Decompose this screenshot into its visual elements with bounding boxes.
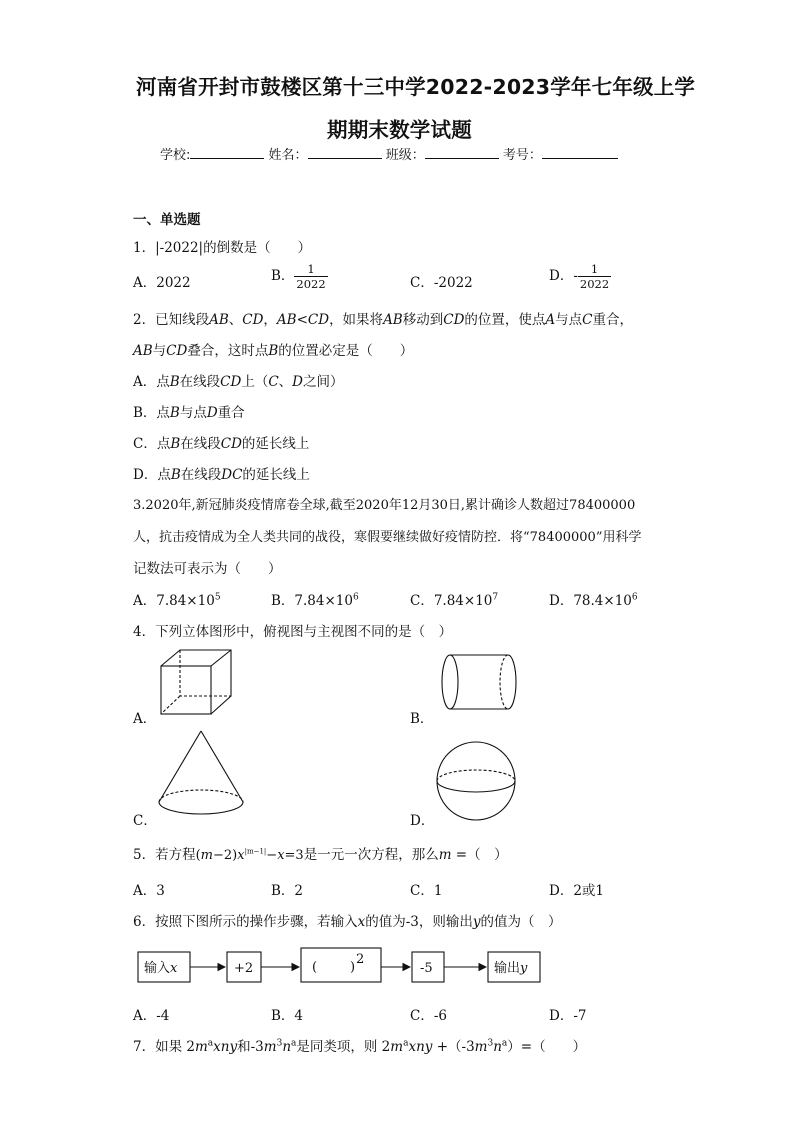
class-label: 班级： [385, 148, 425, 163]
flow-square-exponent: 2 [356, 952, 365, 967]
text: =3 [284, 848, 304, 863]
q3-option-d[interactable] [549, 589, 638, 609]
student-info-fields [160, 144, 618, 163]
var-x: x [277, 848, 285, 863]
text: 在线段 [180, 436, 221, 452]
q4-option-b[interactable]: B． [410, 711, 434, 727]
q6-option-b[interactable]: B．4 [271, 1008, 304, 1024]
q3-stem-line-1: 3.2020年,新冠肺炎疫情席卷全球,截至2020年12月30日,累计确诊人数超过78400000 [133, 498, 636, 513]
q1-option-b-prefix: B． [271, 268, 295, 284]
var-n: n [493, 1039, 502, 1055]
exponent: a [207, 1038, 214, 1049]
var-cd: CD [242, 312, 264, 328]
q3-stem-line-2: 人，抗击疫情成为全人类共同的战役，寒假要继续做好疫情防控．将“78400000”用科学 [133, 530, 642, 545]
var-ab: AB [276, 312, 297, 328]
cylinder-right-end-hidden [500, 655, 508, 709]
text: 上（ [241, 374, 269, 390]
cube-figure [158, 648, 248, 718]
var-n: n [282, 1039, 292, 1055]
var-cd: CD [220, 374, 242, 390]
q5-option-d[interactable]: D．2或1 [549, 883, 605, 899]
school-blank[interactable] [190, 146, 264, 159]
text: 的值为-3，则输出 [365, 914, 473, 930]
text: D．点 [133, 467, 171, 483]
flow-square-open: ( [312, 960, 318, 975]
text: 重合 [217, 405, 245, 421]
flow-add-label: +2 [234, 961, 254, 976]
q2-option-d[interactable] [133, 463, 310, 483]
cube-hidden-edges [180, 650, 231, 696]
fraction-denominator: 2022 [296, 277, 326, 291]
var-m: m [194, 1039, 208, 1055]
cone-left-side [159, 731, 201, 802]
var-b: B [169, 374, 180, 390]
q2-stem-line-2 [133, 339, 413, 359]
q5-option-c[interactable]: C．1 [410, 883, 443, 899]
q3-option-b[interactable] [271, 589, 359, 609]
text: 在线段 [180, 467, 222, 483]
q6-stem [133, 910, 562, 930]
text: 重合， [592, 312, 633, 328]
var-c: C [268, 374, 279, 390]
q4-stem: 4．下列立体图形中，俯视图与主视图不同的是（ ） [133, 624, 453, 640]
var-d: D [292, 374, 303, 390]
q1-option-d-fraction [578, 262, 611, 291]
fraction-numerator: 1 [307, 262, 315, 276]
text: ）=（ ） [507, 1039, 587, 1055]
text: D．78.4×10 [549, 593, 632, 609]
title-line-1: 河南省开封市鼓楼区第十三中学2022-2023学年七年级上学 [136, 75, 696, 99]
q1-option-b[interactable] [271, 262, 328, 291]
exponent: a [501, 1038, 508, 1049]
q5-option-a[interactable]: A．3 [133, 883, 165, 899]
var-x: x [237, 848, 245, 863]
text: 与点 [179, 405, 207, 421]
text: 、 [278, 374, 293, 390]
text: 5．若方程 [133, 847, 196, 863]
exponent: 7 [492, 592, 499, 603]
q5-stem [133, 843, 508, 863]
var-m: m [200, 848, 213, 863]
var-c: C [582, 312, 593, 328]
title-line-2: 期期末数学试题 [327, 118, 472, 142]
exponent: a [403, 1038, 409, 1049]
flow-square-close: ) [350, 960, 356, 975]
exponent: |m−1| [244, 847, 267, 856]
text: 输出 [494, 961, 521, 976]
text: 在线段 [179, 374, 221, 390]
q3-stem-line-3: 记数法可表示为（ ） [133, 561, 282, 577]
cylinder-left-end [442, 655, 458, 709]
exam-number-label: 考号： [502, 148, 542, 163]
text: 移动到 [402, 312, 444, 328]
sphere-figure [434, 740, 524, 830]
text: ， [263, 312, 277, 328]
var-cd: CD [166, 343, 188, 359]
name-blank[interactable] [308, 146, 382, 159]
var-y: y [520, 961, 528, 976]
var-ab: AB [133, 343, 153, 359]
var-m: m [474, 1039, 488, 1055]
text: 是同类项，则 2 [296, 1039, 391, 1055]
q4-option-a[interactable]: A． [133, 711, 157, 727]
var-d: D [206, 405, 218, 421]
q6-option-d[interactable]: D．-7 [549, 1008, 587, 1024]
text: 的延长线上 [242, 467, 310, 483]
vars: xny [213, 1039, 238, 1055]
flow-output-label [494, 960, 528, 976]
q1-stem: 1．|-2022|的倒数是（ ） [133, 240, 312, 256]
var-a: A [545, 312, 556, 328]
text: A．点 [133, 374, 170, 390]
cube-hidden-edge [161, 696, 180, 714]
sphere-equator-back [437, 770, 515, 781]
var-y: y [472, 914, 481, 930]
text: 和-3 [237, 1039, 264, 1055]
text: − [266, 848, 278, 863]
cone-base-back [159, 790, 243, 802]
text: ( [195, 848, 201, 863]
section-heading: 一、单选题 [133, 212, 201, 228]
q7-stem [133, 1035, 586, 1055]
cube-edge [211, 650, 231, 666]
flow-input-label [144, 960, 178, 976]
q1-option-d[interactable] [549, 262, 611, 291]
text: =（ ） [451, 847, 508, 863]
text: 叠合，这时点 [187, 343, 269, 359]
text: C．7.84×10 [410, 593, 493, 609]
var-cd: CD [220, 436, 242, 452]
exam-number-blank[interactable] [542, 146, 618, 159]
var-x: x [170, 961, 178, 976]
var-m: m [263, 1039, 277, 1055]
cone-figure [155, 728, 255, 828]
text: 的位置必定是（ ） [278, 343, 414, 359]
exponent: 6 [352, 592, 359, 603]
text: +（-3 [432, 1039, 475, 1055]
cylinder-figure [438, 652, 528, 722]
vars: xny [408, 1039, 433, 1055]
q6-option-a[interactable]: A．-4 [133, 1008, 170, 1024]
exponent: 3 [276, 1038, 283, 1049]
var-b: B [169, 405, 180, 421]
equation [196, 848, 304, 863]
text: 、 [228, 312, 243, 328]
q2-option-c[interactable] [133, 432, 309, 452]
school-label: 学校: [160, 148, 191, 163]
q2-stem-line-1 [133, 308, 633, 328]
text: 7．如果 2 [133, 1039, 195, 1055]
q3-option-c[interactable] [410, 589, 498, 609]
sphere-equator-front [437, 781, 515, 792]
text: B．点 [133, 405, 170, 421]
q2-option-b[interactable] [133, 401, 245, 421]
q2-option-a[interactable] [133, 370, 344, 390]
var-dc: DC [221, 467, 243, 483]
text: A．7.84×10 [133, 593, 215, 609]
var-ab: AB [209, 312, 229, 328]
q1-option-c[interactable]: C．-2022 [410, 275, 473, 291]
q6-option-c[interactable]: C．-6 [410, 1008, 447, 1024]
fraction-numerator: 1 [590, 262, 599, 276]
class-blank[interactable] [425, 146, 499, 159]
q3-option-a[interactable] [133, 589, 221, 609]
var-ab: AB [383, 312, 403, 328]
q1-option-b-fraction [294, 262, 327, 291]
text: 的位置，使点 [464, 312, 546, 328]
text: 的延长线上 [241, 436, 310, 452]
operation-flowchart [136, 946, 556, 988]
cylinder-right-end-visible [508, 655, 516, 709]
var-b: B [170, 436, 181, 452]
text: 之间） [303, 374, 344, 390]
text: 输入 [144, 961, 171, 976]
text: 与 [152, 343, 167, 359]
var-b: B [170, 467, 181, 483]
text: 与点 [555, 312, 583, 328]
q1-option-a[interactable]: A．2022 [133, 275, 191, 291]
text: ，如果将 [329, 312, 384, 328]
text: B．7.84×10 [271, 593, 353, 609]
var-x: x [357, 914, 366, 930]
var-m: m [438, 847, 452, 863]
exponent: 3 [487, 1038, 494, 1049]
q4-option-c[interactable]: C． [133, 813, 157, 829]
q1-option-d-prefix: D．- [549, 268, 578, 284]
exponent: 6 [631, 592, 638, 603]
less-than-sign: < [296, 312, 308, 328]
text: C．点 [133, 436, 171, 452]
var-cd: CD [307, 312, 330, 328]
exponent: a [291, 1038, 297, 1049]
text: 的值为（ ） [480, 914, 562, 930]
name-label: 姓名： [268, 148, 308, 163]
var-m: m [390, 1039, 404, 1055]
text: 2．已知线段 [133, 312, 210, 328]
flow-subtract-label: -5 [420, 961, 433, 976]
cone-base-front [159, 802, 243, 814]
var-cd: CD [443, 312, 465, 328]
text: 6．按照下图所示的操作步骤，若输入 [133, 914, 358, 930]
text: −2) [213, 848, 238, 863]
exponent: 5 [214, 592, 221, 603]
q5-option-b[interactable]: B．2 [271, 883, 304, 899]
sphere-outline [437, 742, 515, 820]
var-b: B [268, 343, 279, 359]
text: 是一元一次方程，那么 [303, 847, 439, 863]
q4-option-d[interactable]: D． [410, 813, 435, 829]
fraction-denominator: 2022 [579, 277, 610, 291]
